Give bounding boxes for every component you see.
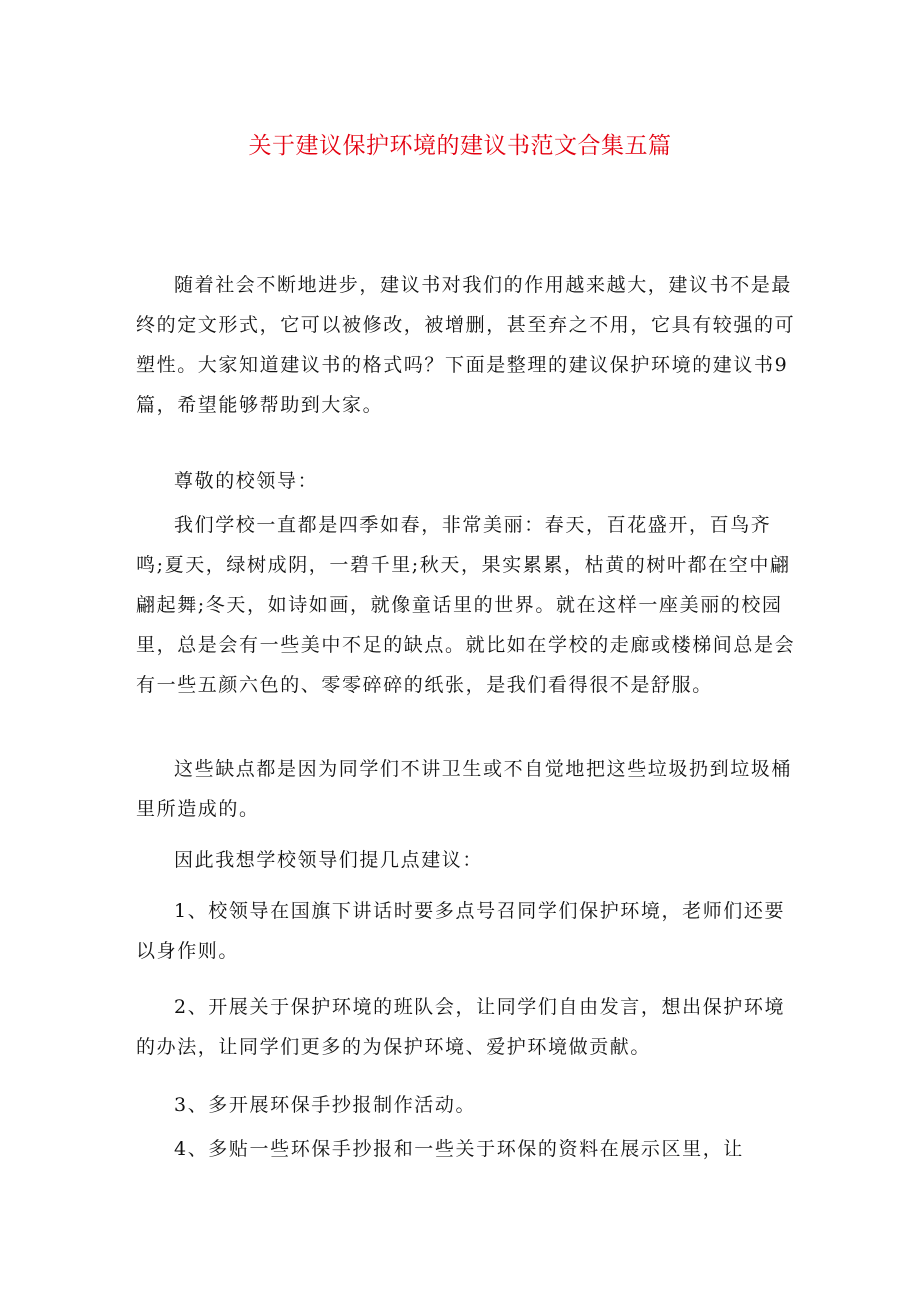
document-title: 关于建议保护环境的建议书范文合集五篇 bbox=[248, 133, 672, 159]
document-body bbox=[136, 265, 796, 1205]
paragraph-suggestion-4: 4、多贴一些环保手抄报和一些关于环保的资料在展示区里，让 bbox=[174, 1138, 744, 1160]
paragraph-suggestion-intro: 因此我想学校领导们提几点建议： bbox=[174, 849, 484, 871]
paragraph-intro: 随着社会不断地进步，建议书对我们的作用越来越大，建议书不是最终的定文形式，它可以被修改，被增删，甚至弃之不用，它具有较强的可塑性。大家知道建议书的格式吗？下面是整理的建议保护环境的建议书9篇，希望能够帮助到大家。 bbox=[136, 274, 796, 416]
paragraph-suggestion-1: 1、校领导在国旗下讲话时要多点号召同学们保护环境，老师们还要以身作则。 bbox=[136, 900, 786, 962]
paragraph-salutation: 尊敬的校领导： bbox=[174, 470, 319, 492]
paragraph-cause: 这些缺点都是因为同学们不讲卫生或不自觉地把这些垃圾扔到垃圾桶里所造成的。 bbox=[136, 758, 793, 820]
paragraph-suggestion-2: 2、开展关于保护环境的班队会，让同学们自由发言，想出保护环境的办法，让同学们更多的为保护环境、爱护环境做贡献。 bbox=[136, 996, 786, 1058]
paragraph-suggestion-3: 3、多开展环保手抄报制作活动。 bbox=[174, 1094, 477, 1116]
paragraph-school-description: 我们学校一直都是四季如春，非常美丽：春天，百花盛开，百鸟齐鸣;夏天，绿树成阴，一碧千里;秋天，果实累累，枯黄的树叶都在空中翩翩起舞;冬天，如诗如画，就像童话里的世界。就在这样一座美丽的校园里，总是会有一些美中不足的缺点。就比如在学校的走廊或楼梯间总是会有一些五颜六色的、零零碎碎的纸张，是我们看得很不是舒服。 bbox=[136, 514, 796, 696]
